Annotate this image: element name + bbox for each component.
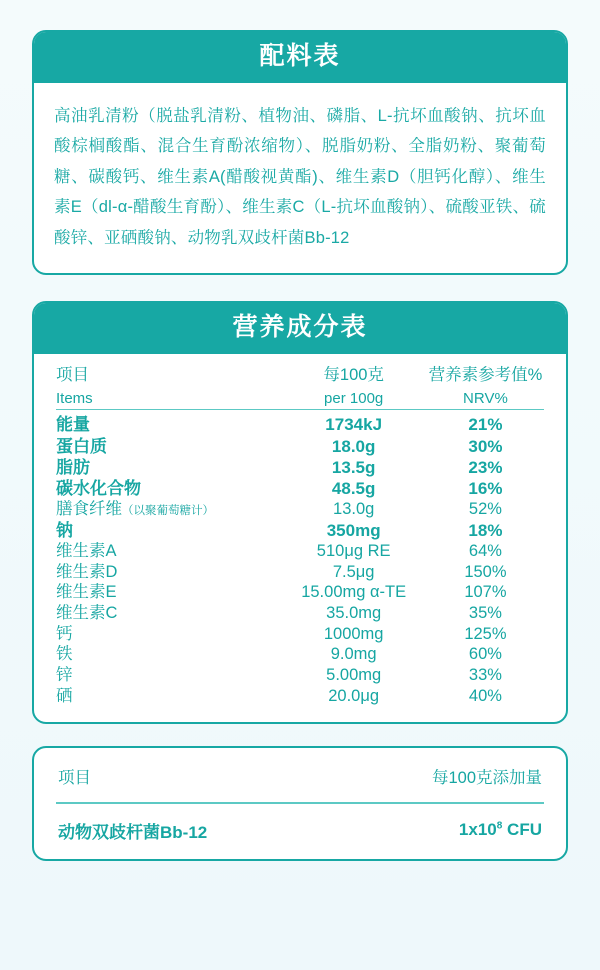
additive-value (459, 820, 542, 840)
nutrition-row-per100g: 15.00mg α-TE (301, 583, 407, 602)
nutrition-row-per100g: 13.0g (333, 500, 375, 519)
nutrition-row-name (56, 457, 280, 478)
nutrition-row-nrv: 125% (464, 624, 507, 643)
nutrition-row-nrv: 23% (468, 457, 503, 477)
nutrition-row (56, 665, 544, 686)
nutrition-row-per100g: 7.5μg (332, 562, 375, 581)
nutrition-row-name (56, 603, 280, 624)
ingredients-title: 配料表 (34, 32, 566, 83)
nutrition-row-nrv: 16% (468, 479, 503, 498)
nutrition-row (56, 582, 544, 603)
nutrition-row (56, 644, 544, 665)
header-per100g-en: per 100g (324, 389, 384, 407)
header-nrv-en: NRV% (463, 389, 508, 407)
nutrition-row-nrv: 52% (468, 500, 502, 519)
nutrition-row-name-text: 维生素E (56, 583, 117, 602)
nutrition-row-nrv: 150% (464, 562, 507, 581)
nutrition-row-name-text: 碳水化合物 (56, 479, 141, 498)
nutrition-row-per100g: 1734kJ (325, 415, 383, 435)
nutrition-row-nrv: 40% (468, 686, 502, 705)
nutrition-table (56, 364, 544, 707)
nutrition-row-nrv: 64% (468, 542, 502, 561)
additive-name: 动物双歧杆菌Bb-12 (58, 822, 208, 842)
nutrition-row-name (56, 436, 280, 457)
nutrition-row-name-text: 硒 (56, 686, 73, 705)
header-nrv-cn: 营养素参考值% (428, 365, 543, 384)
header-item-en: Items (56, 389, 93, 407)
nutrition-row-per100g: 1000mg (323, 624, 384, 643)
nutrition-title: 营养成分表 (34, 303, 566, 354)
nutrition-row-name-text: 铁 (56, 645, 73, 664)
nutrition-row-per100g: 18.0g (331, 436, 376, 456)
nutrition-row-nrv: 21% (468, 415, 503, 435)
nutrition-row-nrv: 35% (468, 604, 502, 622)
nutrition-row-name (56, 624, 280, 645)
nutrition-row-name-text: 维生素A (56, 542, 117, 561)
nutrition-row-name-text: 膳食纤维 (56, 500, 122, 519)
nutrition-row-nrv: 107% (464, 583, 507, 602)
nutrition-row-per100g: 5.00mg (326, 665, 382, 684)
nutrition-table-header (56, 364, 544, 410)
nutrition-table-wrap (34, 354, 566, 723)
nutrition-row-name (56, 499, 280, 520)
nutrition-row-nrv: 33% (468, 665, 502, 684)
additive-value-exponent: 8 (496, 820, 503, 832)
additive-value-unit: CFU (507, 820, 542, 840)
nutrition-row-nrv: 30% (468, 436, 503, 456)
nutrition-row-per100g: 35.0mg (326, 604, 382, 622)
nutrition-rows (56, 414, 544, 706)
nutrition-row-name (56, 541, 280, 562)
header-per100g-cn: 每100克 (323, 365, 384, 384)
ingredients-card (32, 30, 568, 275)
nutrition-row-nrv: 60% (468, 645, 502, 664)
additive-header (34, 748, 566, 802)
nutrition-row-name (56, 644, 280, 665)
additive-item-label: 项目 (58, 769, 91, 788)
nutrition-row-note: （以聚葡萄糖计） (122, 505, 214, 518)
nutrition-row-name-text: 能量 (56, 415, 90, 435)
nutrition-row-name (56, 582, 280, 603)
header-item-cn: 项目 (56, 365, 89, 384)
nutrition-row-per100g: 13.5g (331, 457, 376, 477)
nutrition-row-per100g: 350mg (326, 520, 381, 540)
nutrition-row-name-text: 钙 (56, 624, 73, 643)
nutrition-row-name-text: 钠 (56, 520, 73, 540)
additive-row (34, 804, 566, 859)
nutrition-row-name-text: 维生素D (56, 562, 118, 581)
nutrition-row (56, 686, 544, 707)
nutrition-row (56, 541, 544, 562)
nutrition-row-name (56, 665, 280, 686)
nutrition-row-name (56, 562, 280, 583)
nutrition-row (56, 520, 544, 541)
header-per100g (280, 364, 426, 410)
nutrition-row-name-text: 锌 (56, 665, 73, 684)
nutrition-row-per100g: 510μg RE (316, 542, 391, 561)
ingredients-text: 高油乳清粉（脱盐乳清粉、植物油、磷脂、L-抗坏血酸钠、抗坏血酸棕榈酸酯、混合生育酚浓缩物）、脱脂奶粉、全脂奶粉、聚葡萄糖、碳酸钙、维生素A(醋酸视黄酯)、维生素D（胆钙化醇）、维生素E（dl-α-醋酸生育酚）、维生素C（L-抗坏血酸钠）、硫酸亚铁、硫酸锌、亚硒酸钠、动物乳双歧杆菌Bb-12 (54, 106, 546, 247)
additive-amount-label: 每100克添加量 (431, 769, 542, 788)
nutrition-row-name-text: 蛋白质 (56, 436, 107, 456)
additive-value-prefix: 1x10 (458, 820, 497, 840)
nutrition-row (56, 436, 544, 457)
additive-card (32, 746, 568, 861)
nutrition-row-per100g: 48.5g (331, 479, 376, 498)
nutrition-row (56, 603, 544, 624)
nutrition-row (56, 414, 544, 435)
nutrition-row-per100g: 20.0μg (328, 686, 380, 705)
nutrition-row-per100g: 9.0mg (330, 645, 377, 664)
header-item (56, 364, 280, 410)
nutrition-row-name (56, 520, 280, 541)
nutrition-row-nrv: 18% (468, 520, 503, 540)
nutrition-row-name (56, 686, 280, 707)
nutrition-row-name-text: 脂肪 (56, 457, 90, 477)
nutrition-row (56, 499, 544, 520)
header-nrv (427, 364, 544, 410)
nutrition-row (56, 478, 544, 499)
nutrition-row-name-text: 维生素C (56, 604, 118, 622)
nutrition-card (32, 301, 568, 724)
nutrition-row-name (56, 478, 280, 499)
nutrition-row (56, 624, 544, 645)
nutrition-row (56, 457, 544, 478)
nutrition-row-name (56, 414, 280, 435)
nutrition-row (56, 562, 544, 583)
